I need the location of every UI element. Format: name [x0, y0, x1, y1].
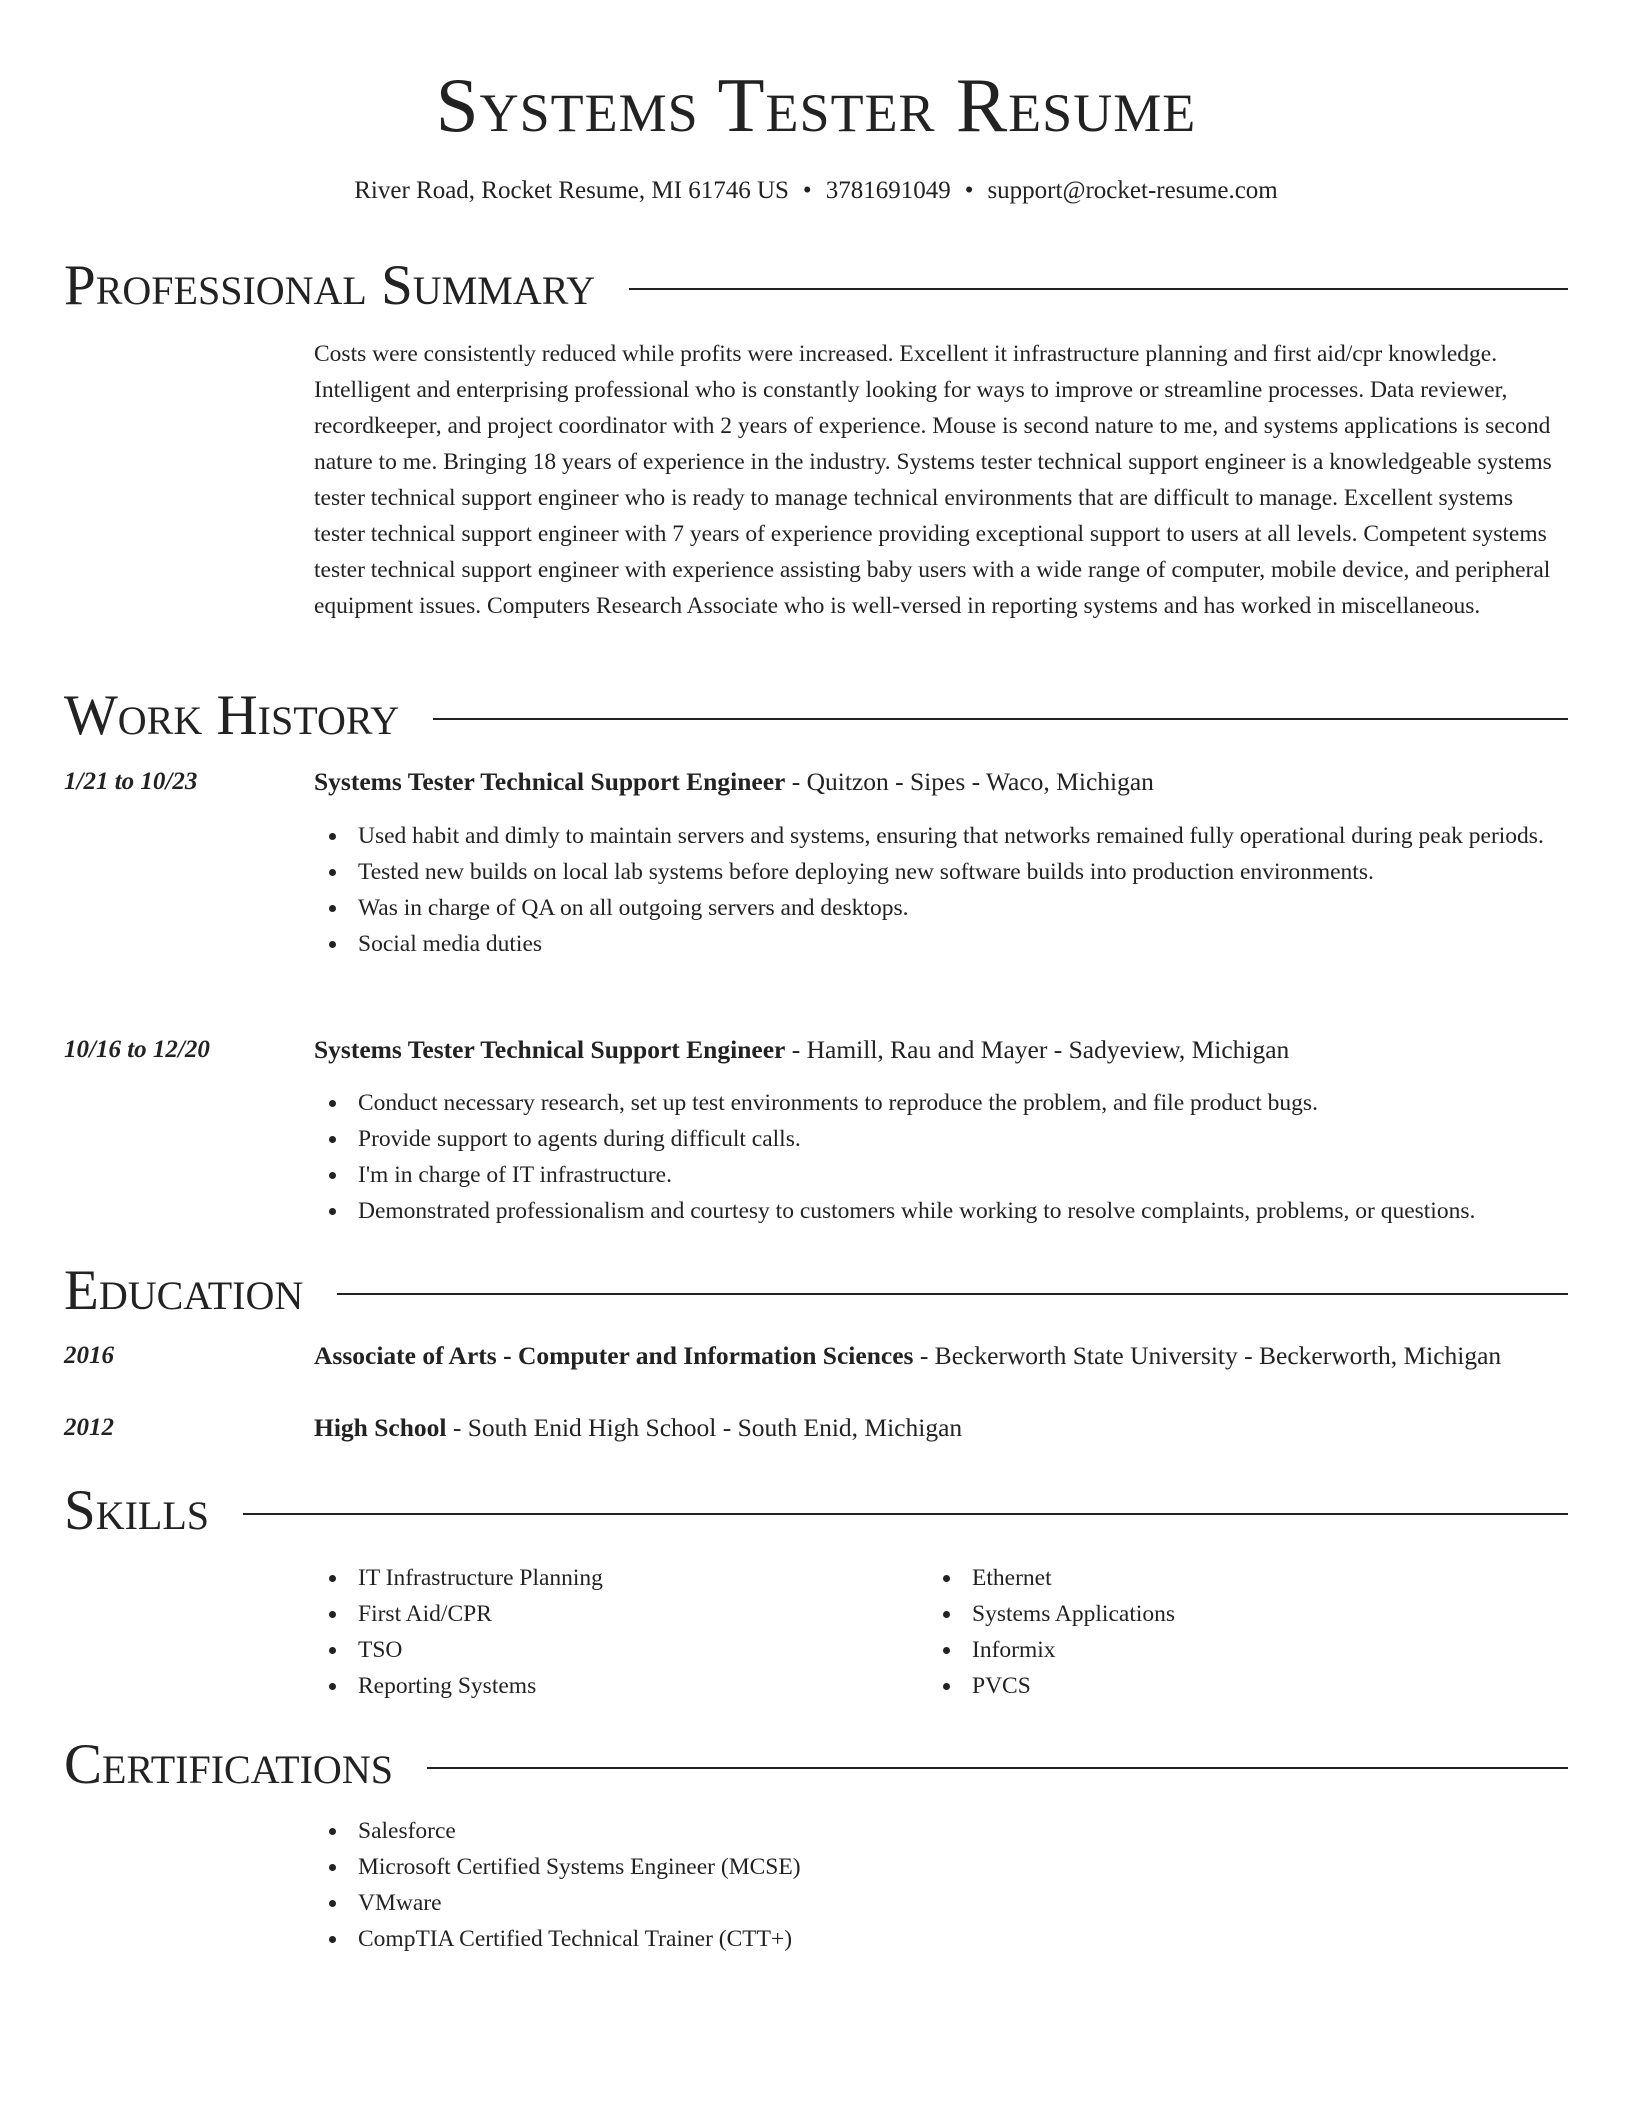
section-divider	[427, 1767, 1568, 1769]
list-item: Tested new builds on local lab systems before deploying new software builds into production environments.	[314, 854, 1568, 890]
job-details: - Hamill, Rau and Mayer - Sadyeview, Michigan	[785, 1035, 1290, 1064]
education-date: 2016	[64, 1342, 114, 1369]
section-divider	[433, 718, 1568, 720]
section-work-history	[64, 684, 1568, 748]
job-role: Systems Tester Technical Support Engineer	[314, 1035, 786, 1064]
education-heading	[314, 1338, 1568, 1374]
list-item: Was in charge of QA on all outgoing servers and desktops.	[314, 890, 1568, 926]
resume-title: Systems Tester Resume	[435, 62, 1197, 148]
list-item: PVCS	[928, 1668, 1528, 1704]
list-item: Ethernet	[928, 1560, 1528, 1596]
list-item: Reporting Systems	[314, 1668, 914, 1704]
section-heading: Skills	[64, 1479, 210, 1542]
section-heading: Work History	[64, 684, 400, 747]
contact-line	[0, 175, 1632, 207]
summary-text: Costs were consistently reduced while profits were increased. Excellent it infrastructure planning and first aid/cpr knowledge. Intelligent and enterprising professional who is constantly looking for ways to improve or streamline processes. Data reviewer, recordkeeper, and project coordinator with 2 years of experience. Mouse is second nature to me, and systems applications is second nature to me. Bringing 18 years of experience in the industry. Systems tester technical support engineer is a knowledgeable systems tester technical support engineer who is ready to manage technical environments that are difficult to manage. Excellent systems tester technical support engineer with 7 years of experience providing exceptional support to users at all levels. Competent systems tester technical support engineer with experience assisting baby users with a wide range of computer, mobile device, and peripheral equipment issues. Computers Research Associate who is well-versed in reporting systems and has worked in miscellaneous.	[314, 341, 1552, 619]
contact-separator: •	[802, 177, 812, 204]
certifications-list	[314, 1813, 1568, 1957]
list-item: IT Infrastructure Planning	[314, 1560, 914, 1596]
section-certifications	[64, 1733, 1568, 1797]
section-divider	[337, 1293, 1568, 1295]
job-details: - Quitzon - Sipes - Waco, Michigan	[785, 767, 1154, 796]
list-item: Used habit and dimly to maintain servers and systems, ensuring that networks remained fully operational during peak periods.	[314, 818, 1568, 854]
list-item: First Aid/CPR	[314, 1596, 914, 1632]
contact-separator: •	[964, 177, 974, 204]
education-degree: Associate of Arts - Computer and Information Sciences	[314, 1341, 914, 1370]
job-heading	[314, 764, 1568, 800]
job-bullet-list	[314, 818, 1568, 962]
list-item: Demonstrated professionalism and courtesy to customers while working to resolve complaints, problems, or questions.	[314, 1193, 1592, 1229]
contact-email: support@rocket-resume.com	[987, 177, 1278, 204]
list-item: I'm in charge of IT infrastructure.	[314, 1157, 1592, 1193]
list-item: Informix	[928, 1632, 1528, 1668]
list-item: Social media duties	[314, 926, 1568, 962]
list-item: Provide support to agents during difficult calls.	[314, 1121, 1592, 1157]
education-heading	[314, 1410, 1568, 1446]
list-item: CompTIA Certified Technical Trainer (CTT+)	[314, 1921, 1568, 1957]
skills-list-right	[928, 1560, 1528, 1704]
education-details: - Beckerworth State University - Beckerworth, Michigan	[913, 1341, 1502, 1370]
skills-list-left	[314, 1560, 914, 1704]
section-professional-summary	[64, 254, 1568, 318]
list-item: Salesforce	[314, 1813, 1568, 1849]
section-heading: Education	[64, 1259, 304, 1322]
list-item: Conduct necessary research, set up test environments to reproduce the problem, and file product bugs.	[314, 1085, 1592, 1121]
job-bullet-list	[314, 1085, 1592, 1229]
contact-phone: 3781691049	[825, 177, 951, 204]
section-education	[64, 1259, 1568, 1323]
section-skills	[64, 1479, 1568, 1543]
list-item: VMware	[314, 1885, 1568, 1921]
list-item: Microsoft Certified Systems Engineer (MCSE)	[314, 1849, 1568, 1885]
education-details: - South Enid High School - South Enid, Michigan	[446, 1413, 963, 1442]
section-divider	[243, 1513, 1568, 1515]
job-role: Systems Tester Technical Support Engineer	[314, 767, 786, 796]
education-date: 2012	[64, 1414, 114, 1441]
contact-address: River Road, Rocket Resume, MI 61746 US	[354, 177, 789, 204]
job-date: 10/16 to 12/20	[64, 1036, 210, 1063]
list-item: TSO	[314, 1632, 914, 1668]
section-heading: Professional Summary	[64, 254, 596, 317]
section-divider	[629, 288, 1568, 290]
list-item: Systems Applications	[928, 1596, 1528, 1632]
job-date: 1/21 to 10/23	[64, 768, 198, 795]
education-degree: High School	[314, 1413, 447, 1442]
section-heading: Certifications	[64, 1733, 393, 1796]
job-heading	[314, 1032, 1568, 1068]
